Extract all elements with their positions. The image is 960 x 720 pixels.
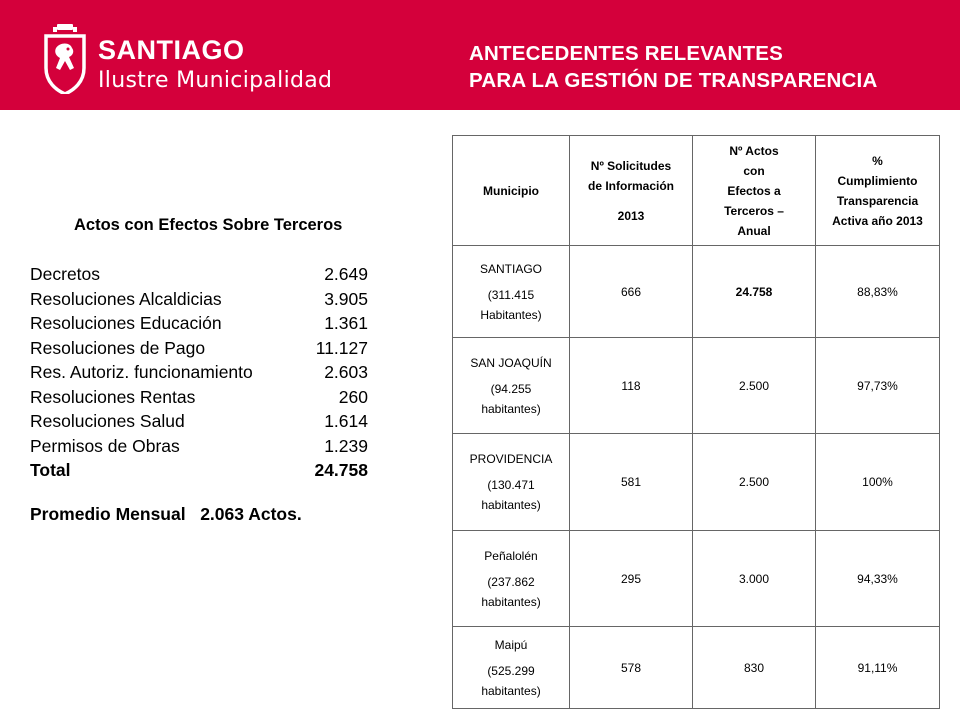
act-label: Resoluciones Educación <box>30 313 222 333</box>
cell-actos: 830 <box>693 627 816 709</box>
act-value: 2.603 <box>324 362 368 382</box>
act-label: Resoluciones de Pago <box>30 337 206 358</box>
act-row-autoriz-funcionamiento <box>30 360 368 385</box>
act-value: 260 <box>338 386 368 407</box>
header-cumplimiento <box>816 136 940 246</box>
table-row <box>453 246 940 338</box>
header-cumplimiento-line: Cumplimiento <box>837 173 918 188</box>
municipio-population: (525.299 <box>487 663 535 678</box>
comparison-table <box>452 135 940 709</box>
municipio-population-unit: Habitantes) <box>480 307 542 322</box>
act-value: 2.649 <box>324 264 368 284</box>
cell-actos: 24.758 <box>693 246 816 338</box>
header-actos-line: Anual <box>737 223 771 238</box>
act-label: Resoluciones Salud <box>30 411 185 431</box>
cell-municipio <box>453 627 570 709</box>
act-row-total <box>30 458 368 483</box>
cell-municipio <box>453 338 570 434</box>
cell-cumplimiento: 88,83% <box>816 246 940 338</box>
act-label: Decretos <box>30 264 101 284</box>
header-actos <box>693 136 816 246</box>
municipio-name: Peñalolén <box>484 548 538 563</box>
act-row-resoluciones-alcaldicias <box>30 287 368 312</box>
municipio-population-unit: habitantes) <box>481 594 541 609</box>
acts-title: Actos con Efectos Sobre Terceros <box>74 216 343 234</box>
cell-cumplimiento: 97,73% <box>816 338 940 434</box>
table-row <box>453 434 940 531</box>
municipio-population: (130.471 <box>487 478 535 492</box>
municipio-population: (237.862 <box>487 574 535 589</box>
act-value: 1.239 <box>324 435 368 456</box>
municipio-name: PROVIDENCIA <box>469 452 553 466</box>
act-value: 3.905 <box>324 288 368 309</box>
municipio-name: SAN JOAQUÍN <box>470 355 552 370</box>
act-value: 1.614 <box>324 411 368 431</box>
act-row-resoluciones-rentas <box>30 385 368 410</box>
table-row <box>453 531 940 627</box>
header-solicitudes-year: 2013 <box>617 208 645 223</box>
header-cumplimiento-line: Activa año 2013 <box>832 213 923 228</box>
cell-municipio <box>453 531 570 627</box>
cell-solicitudes: 578 <box>570 627 693 709</box>
cell-cumplimiento: 100% <box>816 434 940 531</box>
acts-list <box>30 262 368 483</box>
cell-cumplimiento: 91,11% <box>816 627 940 709</box>
header-actos-line: Nº Actos <box>729 143 779 158</box>
municipio-population-unit: habitantes) <box>481 401 541 416</box>
header-solicitudes <box>570 136 693 246</box>
promedio-label: Promedio Mensual <box>30 504 186 524</box>
santiago-crest-icon <box>44 24 86 94</box>
comparison-table-wrapper <box>452 135 940 709</box>
cell-municipio <box>453 246 570 338</box>
act-row-decretos <box>30 262 368 287</box>
act-row-resoluciones-salud <box>30 409 368 434</box>
promedio-value: 2.063 Actos. <box>200 504 302 524</box>
act-row-resoluciones-educacion <box>30 311 368 336</box>
act-value: 1.361 <box>324 313 368 333</box>
total-value: 24.758 <box>314 460 368 480</box>
page-title-line-1: ANTECEDENTES RELEVANTES <box>469 42 784 65</box>
cell-solicitudes: 118 <box>570 338 693 434</box>
header-actos-line: Efectos a <box>727 183 781 198</box>
act-label: Res. Autoriz. funcionamiento <box>30 362 253 382</box>
header-actos-line: Terceros – <box>724 203 784 218</box>
table-header-row <box>453 136 940 246</box>
page-title-line-2: PARA LA GESTIÓN DE TRANSPARENCIA <box>469 69 878 92</box>
act-value: 11.127 <box>315 337 368 358</box>
logo-name: SANTIAGO <box>98 35 245 65</box>
act-label: Permisos de Obras <box>30 435 180 456</box>
cell-solicitudes: 295 <box>570 531 693 627</box>
act-row-permisos-obras <box>30 434 368 459</box>
cell-solicitudes: 581 <box>570 434 693 531</box>
header-cumplimiento-line: Transparencia <box>836 193 919 208</box>
cell-actos: 3.000 <box>693 531 816 627</box>
cell-actos: 2.500 <box>693 338 816 434</box>
promedio-mensual <box>30 504 302 525</box>
cell-municipio <box>453 434 570 531</box>
header-municipio: Municipio <box>453 136 570 246</box>
table-row <box>453 338 940 434</box>
header-cumplimiento-line: % <box>872 153 883 168</box>
act-row-resoluciones-pago <box>30 336 368 361</box>
municipio-name: Maipú <box>494 637 528 652</box>
municipio-population: (94.255 <box>490 381 532 396</box>
header-solicitudes-line: de Información <box>587 178 674 193</box>
municipio-name: SANTIAGO <box>479 261 542 276</box>
municipio-population-unit: habitantes) <box>481 498 541 512</box>
logo-subtitle: Ilustre Municipalidad <box>98 68 333 93</box>
total-label: Total <box>30 460 71 480</box>
municipio-population-unit: habitantes) <box>481 683 541 698</box>
cell-actos: 2.500 <box>693 434 816 531</box>
header-solicitudes-line: Nº Solicitudes <box>590 158 672 173</box>
page-title <box>469 40 877 94</box>
header-actos-line: con <box>743 163 765 178</box>
cell-cumplimiento: 94,33% <box>816 531 940 627</box>
header-banner <box>0 0 960 110</box>
table-row <box>453 627 940 709</box>
act-label: Resoluciones Rentas <box>30 386 196 407</box>
cell-solicitudes: 666 <box>570 246 693 338</box>
municipio-population: (311.415 <box>487 287 535 302</box>
act-label: Resoluciones Alcaldicias <box>30 288 222 309</box>
